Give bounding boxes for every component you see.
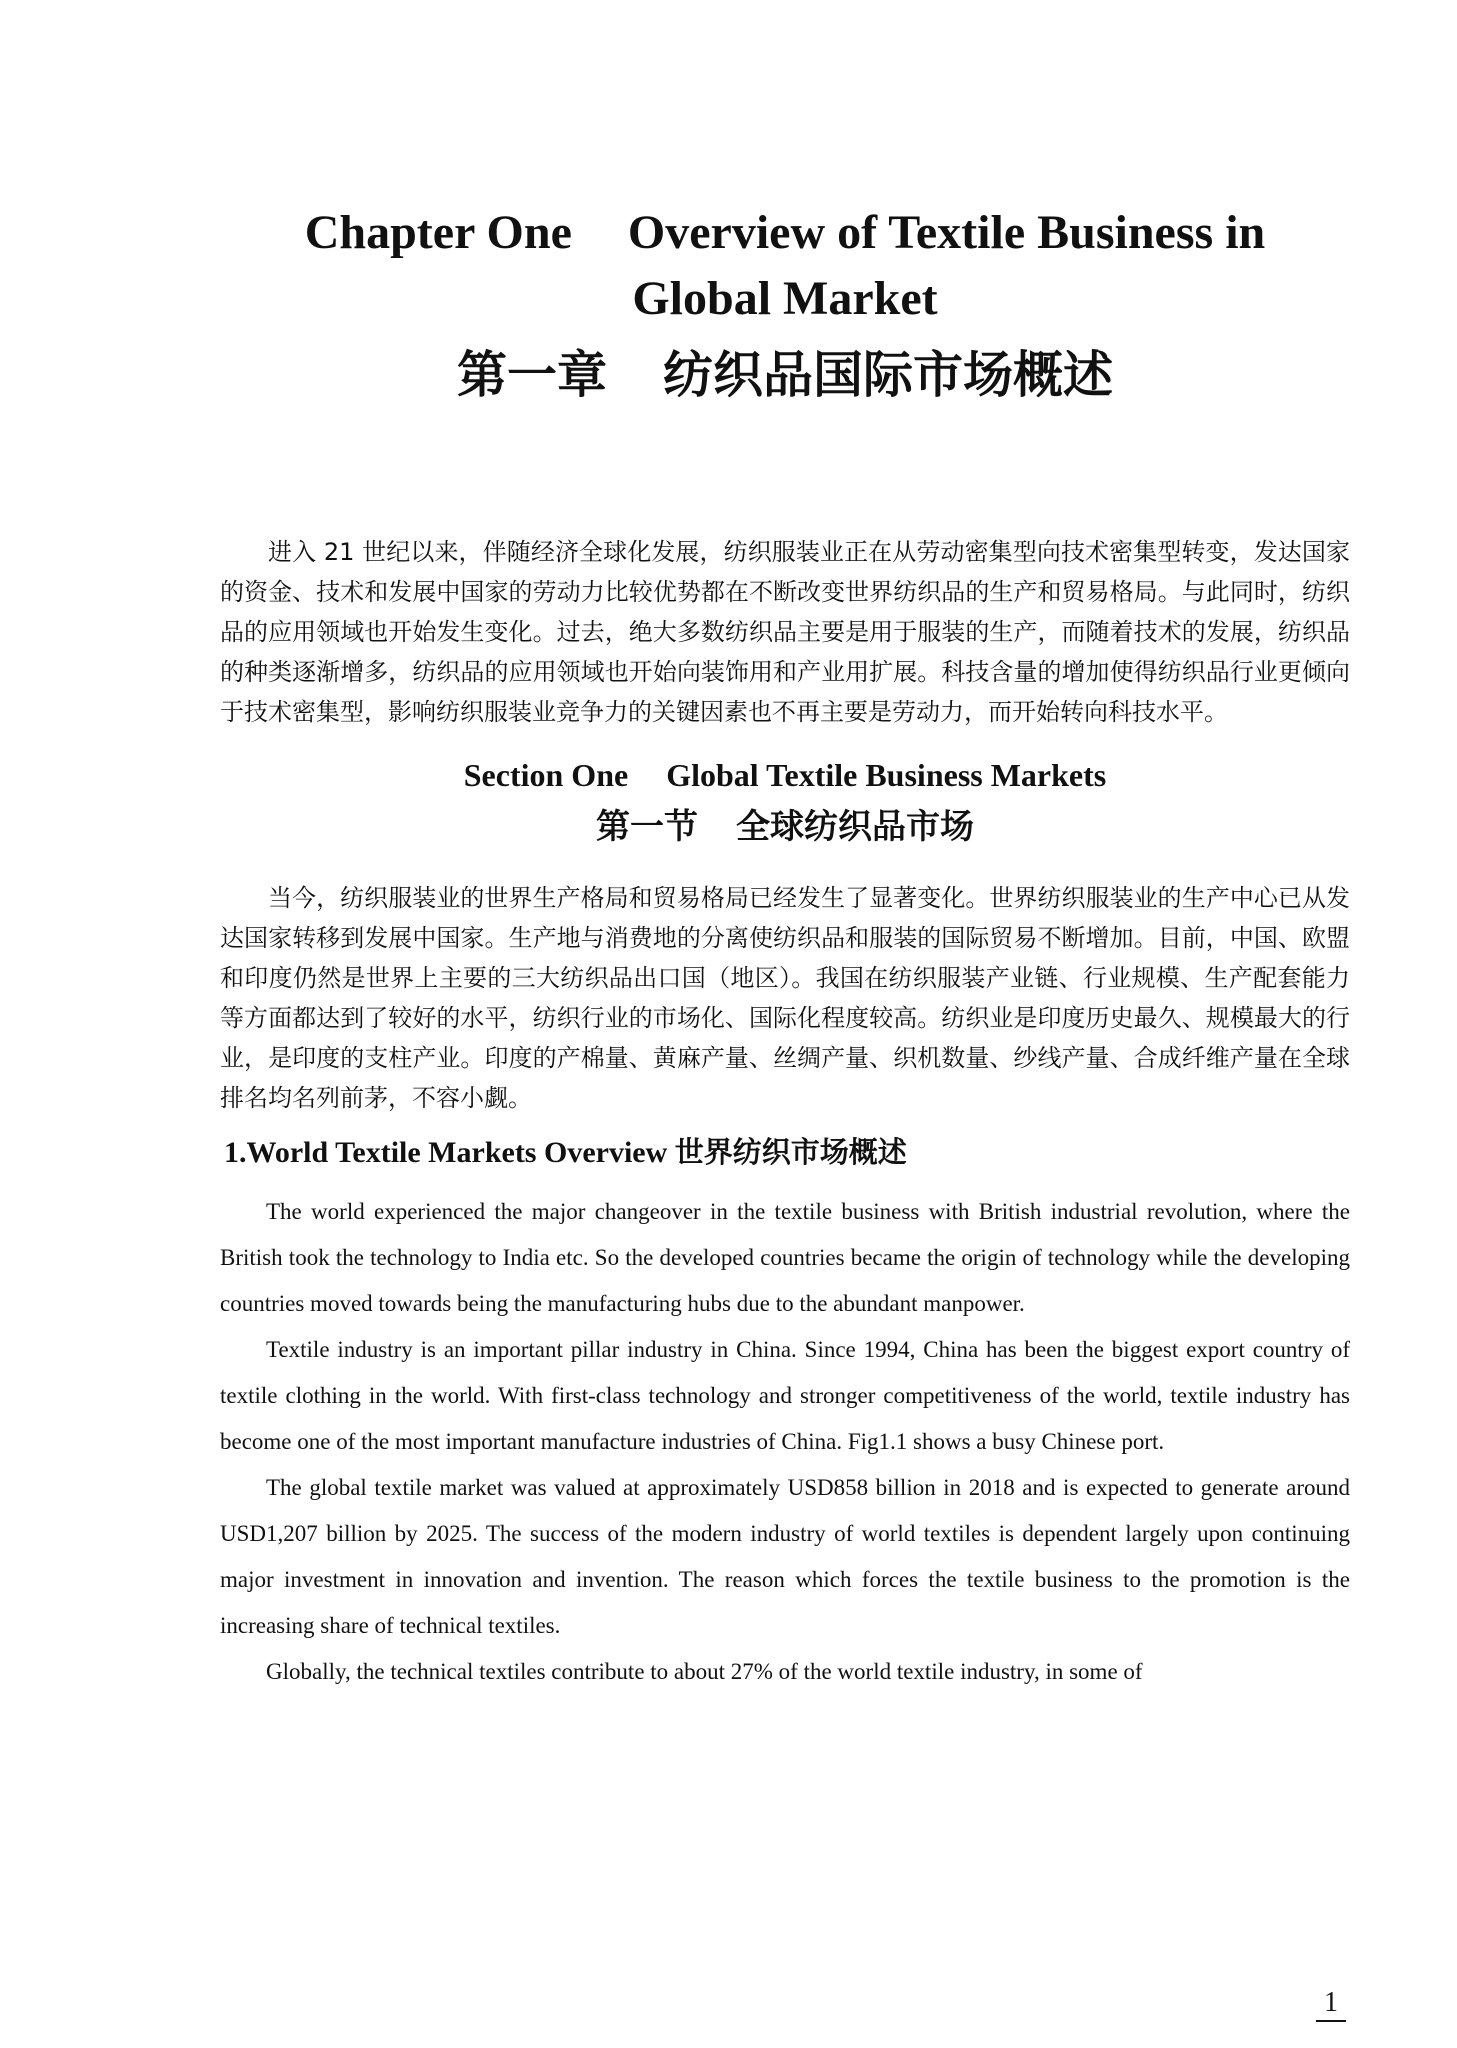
- page-content: [220, 200, 1350, 1695]
- chapter-label-en: Chapter One: [304, 206, 572, 259]
- body-paragraph: The global textile market was valued at approximately USD858 billion in 2018 and is expected to generate around USD1,207 billion by 2025. The success of the modern industry of world textiles is dependent largely upon continuing major investment in innovation and invention. The reason which forces the textile business to the promotion is the increasing share of technical textiles.: [220, 1475, 1350, 1638]
- body-paragraph: Textile industry is an important pillar industry in China. Since 1994, China has been the biggest export country of textile clothing in the world. With first-class technology and stronger competitiveness of the world, textile industry has become one of the most important manufacture industries of China. Fig1.1 shows a busy Chinese port.: [220, 1337, 1350, 1454]
- subsection-heading-en: 1.World Textile Markets Overview: [224, 1136, 668, 1169]
- section-paragraph-zh: 当今，纺织服装业的世界生产格局和贸易格局已经发生了显著变化。世界纺织服装业的生产中心已从发达国家转移到发展中国家。生产地与消费地的分离使纺织品和服装的国际贸易不断增加。目前，中国、欧盟和印度仍然是世界上主要的三大纺织品出口国（地区）。我国在纺织服装产业链、行业规模、生产配套能力等方面都达到了较好的水平，纺织行业的市场化、国际化程度较高。纺织业是印度历史最久、规模最大的行业，是印度的支柱产业。印度的产棉量、黄麻产量、丝绸产量、织机数量、纱线产量、合成纤维产量在全球排名均名列前茅，不容小觑。: [220, 884, 1350, 1112]
- subsection-heading-zh: 世界纺织市场概述: [674, 1135, 907, 1169]
- section-title-zh: [220, 804, 1350, 850]
- chapter-title-en-line1: Overview of Textile Business in: [627, 206, 1266, 259]
- chapter-title-en: [220, 200, 1350, 332]
- section-label-zh: 第一节: [596, 807, 698, 847]
- body-paragraph: Globally, the technical textiles contribute to about 27% of the world textile industry, in some of: [266, 1659, 1143, 1684]
- section-title-en-text: Global Textile Business Markets: [666, 757, 1107, 793]
- chapter-title-en-line2: Global Market: [632, 272, 938, 325]
- chapter-title-zh: [220, 340, 1350, 410]
- subsection-heading: [220, 1132, 1350, 1173]
- section-title-en: [220, 754, 1350, 796]
- page-number: 1: [1316, 1986, 1346, 2022]
- chapter-label-zh: 第一章: [457, 346, 607, 404]
- section-title-zh-text: 全球纺织品市场: [736, 807, 974, 847]
- chapter-title-zh-text: 纺织品国际市场概述: [663, 346, 1113, 404]
- section-label-en: Section One: [463, 757, 629, 793]
- body-paragraph: The world experienced the major changeover in the textile business with British industrial revolution, where the British took the technology to India etc. So the developed countries became the origin of technology while the developing countries moved towards being the manufacturing hubs due to the abundant manpower.: [220, 1199, 1350, 1316]
- intro-paragraph: 进入 21 世纪以来，伴随经济全球化发展，纺织服装业正在从劳动密集型向技术密集型转变，发达国家的资金、技术和发展中国家的劳动力比较优势都在不断改变世界纺织品的生产和贸易格局。与此同时，纺织品的应用领域也开始发生变化。过去，绝大多数纺织品主要是用于服装的生产，而随着技术的发展，纺织品的种类逐渐增多，纺织品的应用领域也开始向装饰用和产业用扩展。科技含量的增加使得纺织品行业更倾向于技术密集型，影响纺织服装业竞争力的关键因素也不再主要是劳动力，而开始转向科技水平。: [220, 538, 1350, 726]
